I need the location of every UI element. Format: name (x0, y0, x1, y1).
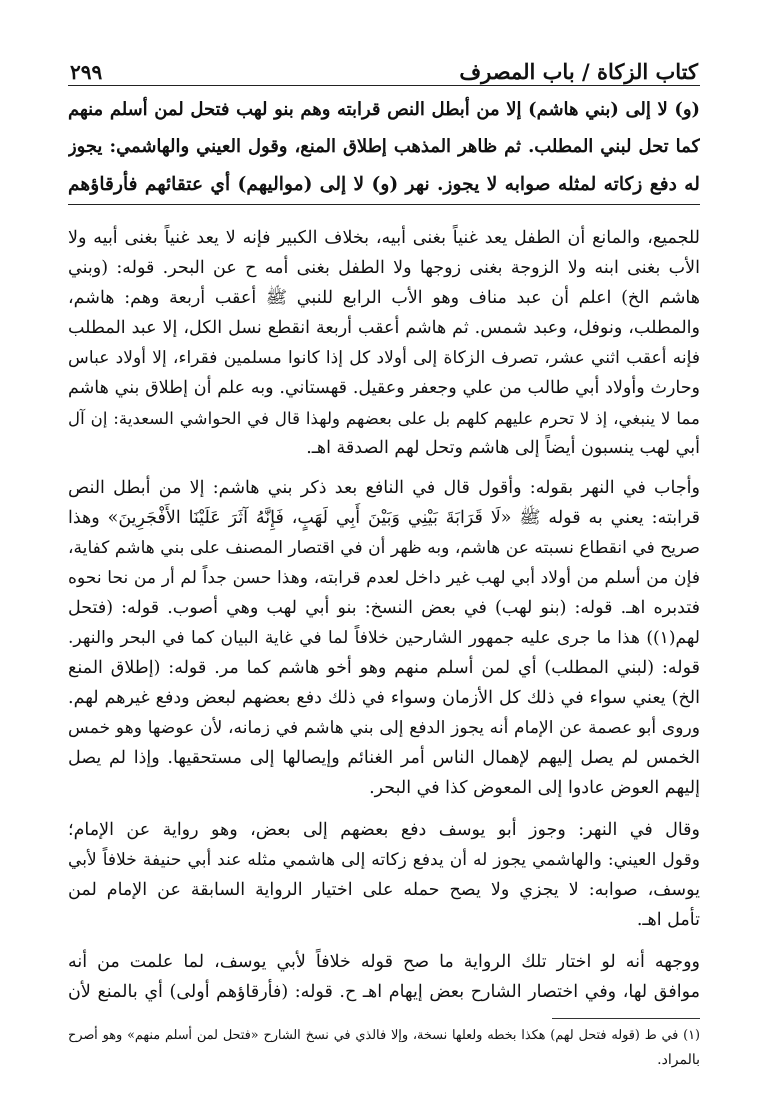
matn-line: (و) لا إلى (بني هاشم) إلا من أبطل النص قرابته وهم بنو لهب فتحل لمن أسلم منهم (68, 99, 700, 120)
body-line: إليهم العوض عادوا إلى المعوض كذا في البحر. (369, 778, 700, 798)
body-line: هاشم الخ) اعلم أن عبد مناف وهو الأب الرابع للنبي ﷺ أعقب أربعة وهم: هاشم، (68, 288, 700, 308)
body-line: لهم(١)) هذا ما جرى عليه جمهور الشارحين خلافاً لما في غاية البيان كما في البحر والنهر. (68, 628, 700, 648)
footnote-line: (١) في ط (قوله فتحل لهم) هكذا بخطه ولعلها نسخة، وإلا فالذي في نسخ الشارح «فتحل لمن أسلم منهم» وهو أصرح (68, 1028, 700, 1043)
body-line: فإنه أعقب اثني عشر، تصرف الزكاة إلى أولاد كل إذا كانوا مسلمين فقراء، إلا أولاد عباس (68, 348, 700, 368)
body-line: قوله: (لبني المطلب) أي لمن أسلم منهم وهو أخو هاشم كما مر. قوله: (إطلاق المنع (68, 658, 700, 678)
running-header (70, 50, 698, 84)
footnote-line: بالمراد. (657, 1052, 700, 1068)
body-line: وقال في النهر: وجوز أبو يوسف دفع بعضهم إلى بعض، وهو رواية عن الإمام؛ (68, 820, 700, 840)
body-line: الأب بغنى ابنه ولا الزوجة بغنى زوجها ولا الطفل بغنى أمه ح عن البحر. قوله: (وبني (68, 258, 700, 278)
body-line: صريح في انقطاع نسبته عن هاشم، وبه ظهر أن في اقتصار المصنف على بني هاشم كفاية، (68, 538, 700, 558)
body-line: موافق لها، وفي اختصار الشارح بعض إيهام اهـ ح. قوله: (فأرقاؤهم أولى) أي بالمنع لأن (68, 982, 700, 1002)
body-line: يوسف، صوابه: لا يجزي ولا يصح حمله على اختيار الرواية السابقة عن الإمام لمن (68, 880, 700, 900)
header-rule (68, 85, 700, 86)
body-line: الخمس لم يصل إليهم لإهمال الناس أمر الغنائم وإيصالها إلى مستحقيها. وإذا لم يصل (68, 748, 700, 768)
body-line: قرابته: يعني به قوله ﷺ «لَا قَرَابَةَ بَيْنِي وَبَيْنَ أَبِي لَهَبٍ، فَإِنَّهُ آثَرَ عَلَيْنَا الأَفْجَرِينَ» وهذا (68, 508, 700, 528)
body-line: الخ) يعني سواء في ذلك كل الأزمان وسواء في ذلك دفع بعضهم لبعض ودفع غيرهم لهم. (68, 688, 700, 708)
body-line: تأمل اهـ. (636, 910, 700, 930)
body-line: وحارث وأولاد أبي طالب من علي وجعفر وعقيل. قهستاني. وبه علم أن إطلاق بني هاشم (68, 378, 700, 398)
chapter-title: كتاب الزكاة / باب المصرف (459, 59, 698, 84)
body-line: والمطلب، ونوفل، وعبد شمس. ثم هاشم أعقب أربعة انقطع نسل الكل، إلا عبد المطلب (68, 318, 700, 338)
matn-line: كما تحل لبني المطلب. ثم ظاهر المذهب إطلاق المنع، وقول العيني والهاشمي: يجوز (68, 136, 700, 157)
matn-divider-rule (68, 204, 700, 205)
body-line: وروى أبو عصمة عن الإمام أنه يجوز الدفع إلى بني هاشم في زمانه، لأن عوضها وهو خمس (68, 718, 700, 738)
footnote-rule (552, 1018, 700, 1019)
body-line: وأجاب في النهر بقوله: وأقول قال في النافع بعد ذكر بني هاشم: إلا من أبطل النص (68, 478, 700, 498)
footnote (68, 1024, 700, 1074)
body-line: للجميع، والمانع أن الطفل يعد غنياً بغنى أبيه، بخلاف الكبير فإنه لا يعد غنياً بغنى أبيه ولا (68, 228, 700, 248)
body-line: فإن من أسلم من أولاد أبي لهب غير داخل لعدم قرابته، وهذا حسن جداً لم أر من نحا نحوه (68, 568, 700, 588)
body-line: مما لا ينبغي، إذ لا تحرم عليهم كلهم بل على بعضهم ولهذا قال في الحواشي السعدية: إن آل (68, 408, 700, 428)
body-line: ووجهه أنه لو اختار تلك الرواية ما صح قوله خلافاً لأبي يوسف، لما علمت من أنه (68, 952, 700, 972)
body-line: وقول العيني: والهاشمي يجوز له أن يدفع زكاته إلى هاشمي مثله عند أبي حنيفة خلافاً لأبي (68, 850, 700, 870)
body-line: فتدبره اهـ. قوله: (بنو لهب) في بعض النسخ: بنو أبي لهب وهي أصوب. قوله: (فتحل (68, 598, 700, 618)
body-line: أبي لهب ينسبون أيضاً إلى هاشم وتحل لهم الصدقة اهـ. (306, 438, 700, 458)
page-number: ٢٩٩ (70, 60, 103, 84)
matn-text (68, 94, 700, 200)
matn-line: له دفع زكاته لمثله صوابه لا يجوز. نهر (و) لا إلى (مواليهم) أي عتقائهم فأرقاؤهم (68, 173, 700, 195)
commentary-text (68, 222, 700, 1012)
